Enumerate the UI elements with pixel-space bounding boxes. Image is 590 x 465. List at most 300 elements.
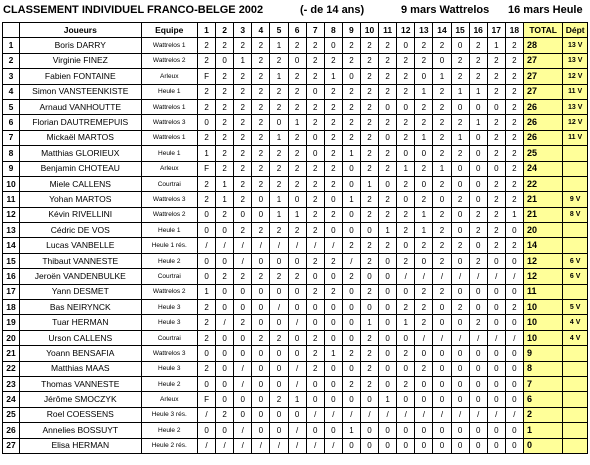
player-name: Jérôme SMOCZYK <box>20 392 141 407</box>
score-cell: 0 <box>342 392 360 407</box>
score-cell: 0 <box>505 423 523 438</box>
player-name: Yohan MARTOS <box>20 192 141 207</box>
score-cell: 0 <box>360 423 378 438</box>
rank-cell: 19 <box>3 315 20 330</box>
score-cell: 1 <box>451 130 469 145</box>
score-cell: 2 <box>360 330 378 345</box>
dept-cell <box>563 223 588 238</box>
score-cell: 2 <box>360 284 378 299</box>
score-cell: 0 <box>197 269 215 284</box>
score-cell: / <box>288 361 306 376</box>
score-cell: 0 <box>324 192 342 207</box>
score-cell: 0 <box>397 330 415 345</box>
score-cell: 0 <box>252 284 270 299</box>
score-cell: 2 <box>234 192 252 207</box>
total-cell: 24 <box>523 161 562 176</box>
score-cell: / <box>216 438 234 453</box>
table-row <box>3 130 588 145</box>
table-row <box>3 53 588 68</box>
score-cell: 2 <box>324 284 342 299</box>
score-cell: 0 <box>397 99 415 114</box>
round-8-header: 8 <box>324 23 342 38</box>
score-cell: 0 <box>197 207 215 222</box>
score-cell: 2 <box>288 146 306 161</box>
score-cell: 2 <box>216 269 234 284</box>
score-cell: 0 <box>415 176 433 191</box>
score-cell: 2 <box>270 84 288 99</box>
score-cell: 0 <box>324 423 342 438</box>
score-cell: 2 <box>234 176 252 191</box>
score-cell: 2 <box>487 192 505 207</box>
score-cell: 2 <box>505 146 523 161</box>
score-cell: 2 <box>505 53 523 68</box>
score-cell: 0 <box>342 223 360 238</box>
score-cell: 0 <box>451 223 469 238</box>
player-name: Florian DAUTREMEPUIS <box>20 115 141 130</box>
score-cell: 2 <box>469 315 487 330</box>
score-cell: 0 <box>324 300 342 315</box>
score-cell: 2 <box>234 84 252 99</box>
score-cell: 0 <box>451 99 469 114</box>
player-name: Fabien FONTAINE <box>20 69 141 84</box>
rank-cell: 14 <box>3 238 20 253</box>
round-6-header: 6 <box>288 23 306 38</box>
score-cell: 0 <box>306 146 324 161</box>
table-row <box>3 223 588 238</box>
score-cell: 2 <box>306 330 324 345</box>
score-cell: 0 <box>379 361 397 376</box>
score-cell: 2 <box>433 176 451 191</box>
score-cell: 2 <box>451 146 469 161</box>
score-cell: 0 <box>216 300 234 315</box>
team-name: Arleux <box>141 161 197 176</box>
score-cell: 0 <box>288 253 306 268</box>
score-cell: 2 <box>270 330 288 345</box>
score-cell: / <box>415 269 433 284</box>
total-cell: 21 <box>523 207 562 222</box>
score-cell: 2 <box>234 269 252 284</box>
score-cell: / <box>433 330 451 345</box>
score-cell: 0 <box>216 361 234 376</box>
score-cell: 0 <box>306 315 324 330</box>
score-cell: / <box>306 238 324 253</box>
score-cell: 2 <box>342 238 360 253</box>
score-cell: 2 <box>487 53 505 68</box>
score-cell: 2 <box>360 161 378 176</box>
score-cell: / <box>234 361 252 376</box>
score-cell: 2 <box>197 53 215 68</box>
score-cell: 0 <box>288 284 306 299</box>
score-cell: 1 <box>270 69 288 84</box>
score-cell: 0 <box>379 284 397 299</box>
score-cell: 0 <box>379 346 397 361</box>
score-cell: 0 <box>342 438 360 453</box>
score-cell: 2 <box>288 269 306 284</box>
score-cell: 0 <box>415 376 433 391</box>
score-cell: 2 <box>397 376 415 391</box>
score-cell: / <box>288 438 306 453</box>
table-row <box>3 176 588 191</box>
score-cell: 2 <box>433 284 451 299</box>
score-cell: / <box>324 238 342 253</box>
score-cell: 2 <box>288 69 306 84</box>
score-cell: 0 <box>433 300 451 315</box>
score-cell: 1 <box>469 84 487 99</box>
score-cell: 2 <box>451 69 469 84</box>
score-cell: 2 <box>288 130 306 145</box>
score-cell: 0 <box>324 315 342 330</box>
score-cell: 2 <box>306 361 324 376</box>
score-cell: 2 <box>234 38 252 53</box>
total-cell: 6 <box>523 392 562 407</box>
score-cell: / <box>469 330 487 345</box>
score-cell: 2 <box>216 84 234 99</box>
team-header: Equipe <box>141 23 197 38</box>
score-cell: 0 <box>397 392 415 407</box>
score-cell: 0 <box>306 300 324 315</box>
score-cell: / <box>342 253 360 268</box>
score-cell: 0 <box>216 423 234 438</box>
score-cell: 0 <box>270 423 288 438</box>
score-cell: 2 <box>487 207 505 222</box>
score-cell: 0 <box>469 161 487 176</box>
score-cell: 2 <box>397 346 415 361</box>
rank-cell: 27 <box>3 438 20 453</box>
score-cell: 2 <box>415 99 433 114</box>
player-name: Annelies BOSSUYT <box>20 423 141 438</box>
round-10-header: 10 <box>360 23 378 38</box>
score-cell: 0 <box>306 84 324 99</box>
table-row <box>3 284 588 299</box>
team-name: Courtrai <box>141 176 197 191</box>
round-4-header: 4 <box>252 23 270 38</box>
score-cell: 0 <box>487 438 505 453</box>
score-cell: 2 <box>433 238 451 253</box>
score-cell: 1 <box>270 130 288 145</box>
team-name: Wattrelos 3 <box>141 346 197 361</box>
rank-cell: 21 <box>3 346 20 361</box>
round-1-header: 1 <box>197 23 215 38</box>
score-cell: / <box>252 238 270 253</box>
score-cell: 2 <box>433 99 451 114</box>
score-cell: / <box>288 376 306 391</box>
score-cell: 1 <box>342 146 360 161</box>
score-cell: / <box>252 438 270 453</box>
score-cell: / <box>270 438 288 453</box>
score-cell: 0 <box>397 423 415 438</box>
score-cell: 0 <box>415 438 433 453</box>
score-cell: 0 <box>433 438 451 453</box>
score-cell: 2 <box>306 192 324 207</box>
score-cell: 0 <box>288 300 306 315</box>
score-cell: 0 <box>342 207 360 222</box>
score-cell: 2 <box>216 38 234 53</box>
table-row <box>3 161 588 176</box>
score-cell: 1 <box>270 207 288 222</box>
rank-cell: 16 <box>3 269 20 284</box>
score-cell: 2 <box>451 115 469 130</box>
score-cell: 1 <box>324 69 342 84</box>
score-cell: 0 <box>487 376 505 391</box>
round-1-label: 9 mars Wattrelos <box>401 4 490 16</box>
round-2-label: 16 mars Heule <box>508 4 583 16</box>
score-cell: 1 <box>342 423 360 438</box>
score-cell: 0 <box>288 346 306 361</box>
score-cell: 0 <box>306 130 324 145</box>
score-cell: 2 <box>360 146 378 161</box>
score-cell: 2 <box>505 84 523 99</box>
table-body <box>3 38 588 454</box>
total-cell: 14 <box>523 238 562 253</box>
dept-cell: 12 V <box>563 69 588 84</box>
score-cell: 2 <box>342 376 360 391</box>
score-cell: 0 <box>451 176 469 191</box>
score-cell: 2 <box>342 53 360 68</box>
team-name: Courtrai <box>141 269 197 284</box>
score-cell: 2 <box>197 361 215 376</box>
score-cell: 2 <box>487 176 505 191</box>
score-cell: 2 <box>379 38 397 53</box>
score-cell: 2 <box>360 346 378 361</box>
score-cell: 2 <box>360 376 378 391</box>
score-cell: 0 <box>487 346 505 361</box>
dept-cell: 4 V <box>563 315 588 330</box>
dept-cell <box>563 361 588 376</box>
score-cell: 2 <box>197 38 215 53</box>
score-cell: / <box>487 407 505 422</box>
score-cell: 0 <box>270 284 288 299</box>
round-7-header: 7 <box>306 23 324 38</box>
title-bar <box>0 0 590 22</box>
score-cell: 0 <box>397 238 415 253</box>
score-cell: / <box>397 407 415 422</box>
score-cell: 0 <box>469 361 487 376</box>
score-cell: 2 <box>234 130 252 145</box>
round-11-header: 11 <box>379 23 397 38</box>
team-name: Arleux <box>141 392 197 407</box>
score-cell: 0 <box>360 223 378 238</box>
round-17-header: 17 <box>487 23 505 38</box>
table-row <box>3 346 588 361</box>
score-cell: 2 <box>252 161 270 176</box>
score-cell: / <box>306 407 324 422</box>
score-cell: 2 <box>216 130 234 145</box>
score-cell: 2 <box>505 192 523 207</box>
score-cell: / <box>216 315 234 330</box>
rank-cell: 22 <box>3 361 20 376</box>
score-cell: 0 <box>415 392 433 407</box>
score-cell: 2 <box>234 315 252 330</box>
score-cell: 0 <box>433 53 451 68</box>
score-cell: 2 <box>324 253 342 268</box>
score-cell: 0 <box>397 284 415 299</box>
table-row <box>3 146 588 161</box>
score-cell: 2 <box>415 361 433 376</box>
score-cell: 0 <box>197 423 215 438</box>
score-cell: / <box>216 238 234 253</box>
score-cell: 2 <box>197 130 215 145</box>
score-cell: 2 <box>342 84 360 99</box>
score-cell: 2 <box>324 176 342 191</box>
score-cell: 0 <box>505 315 523 330</box>
player-name: Jeroën VANDENBULKE <box>20 269 141 284</box>
table-row <box>3 38 588 53</box>
score-cell: 0 <box>469 346 487 361</box>
rank-header <box>3 23 20 38</box>
player-name: Matthias GLORIEUX <box>20 146 141 161</box>
score-cell: 2 <box>433 146 451 161</box>
score-cell: 2 <box>505 300 523 315</box>
table-row <box>3 238 588 253</box>
score-cell: / <box>324 438 342 453</box>
score-cell: 0 <box>216 392 234 407</box>
score-cell: 2 <box>469 69 487 84</box>
score-cell: / <box>469 269 487 284</box>
score-cell: 2 <box>324 84 342 99</box>
dept-cell: 13 V <box>563 38 588 53</box>
dept-cell: 9 V <box>563 192 588 207</box>
score-cell: 2 <box>469 207 487 222</box>
score-cell: 0 <box>451 315 469 330</box>
score-cell: 1 <box>415 207 433 222</box>
score-cell: 2 <box>415 284 433 299</box>
dept-cell <box>563 392 588 407</box>
score-cell: 2 <box>216 146 234 161</box>
score-cell: 0 <box>234 207 252 222</box>
score-cell: 2 <box>342 99 360 114</box>
team-name: Wattrelos 2 <box>141 53 197 68</box>
player-name: Virginie FINEZ <box>20 53 141 68</box>
score-cell: 0 <box>469 284 487 299</box>
score-cell: 0 <box>379 423 397 438</box>
total-cell: 10 <box>523 330 562 345</box>
score-cell: 0 <box>342 315 360 330</box>
score-cell: 2 <box>379 161 397 176</box>
score-cell: 2 <box>487 115 505 130</box>
score-cell: / <box>487 330 505 345</box>
table-row <box>3 392 588 407</box>
score-cell: 2 <box>451 238 469 253</box>
player-name: Yann DESMET <box>20 284 141 299</box>
score-cell: 2 <box>197 315 215 330</box>
total-cell: 10 <box>523 300 562 315</box>
score-cell: 2 <box>415 38 433 53</box>
score-cell: 2 <box>487 84 505 99</box>
rank-cell: 20 <box>3 330 20 345</box>
round-18-header: 18 <box>505 23 523 38</box>
score-cell: 0 <box>469 99 487 114</box>
dept-cell <box>563 146 588 161</box>
score-cell: 2 <box>306 253 324 268</box>
score-cell: 0 <box>469 192 487 207</box>
score-cell: / <box>505 269 523 284</box>
score-cell: 2 <box>469 223 487 238</box>
score-cell: / <box>234 238 252 253</box>
score-cell: 2 <box>306 115 324 130</box>
round-16-header: 16 <box>469 23 487 38</box>
score-cell: 2 <box>360 192 378 207</box>
score-cell: / <box>397 269 415 284</box>
score-cell: 2 <box>397 84 415 99</box>
score-cell: 2 <box>306 38 324 53</box>
score-cell: 1 <box>360 315 378 330</box>
score-cell: 2 <box>288 223 306 238</box>
score-cell: 2 <box>197 192 215 207</box>
total-cell: 26 <box>523 99 562 114</box>
player-name: Thibaut VANNESTE <box>20 253 141 268</box>
round-9-header: 9 <box>342 23 360 38</box>
score-cell: / <box>451 407 469 422</box>
score-cell: / <box>306 438 324 453</box>
score-cell: 0 <box>324 223 342 238</box>
score-cell: 0 <box>451 438 469 453</box>
score-cell: 0 <box>451 253 469 268</box>
score-cell: 0 <box>415 146 433 161</box>
score-cell: 2 <box>415 238 433 253</box>
score-cell: 2 <box>379 192 397 207</box>
score-cell: 2 <box>324 161 342 176</box>
score-cell: 2 <box>397 223 415 238</box>
team-name: Heule 1 rés. <box>141 238 197 253</box>
score-cell: 2 <box>397 253 415 268</box>
total-cell: 20 <box>523 223 562 238</box>
table-row <box>3 192 588 207</box>
rank-cell: 2 <box>3 53 20 68</box>
score-cell: 0 <box>379 315 397 330</box>
table-row <box>3 84 588 99</box>
score-cell: 2 <box>469 38 487 53</box>
score-cell: 2 <box>487 130 505 145</box>
player-name: Kévin RIVELLINI <box>20 207 141 222</box>
score-cell: 2 <box>216 115 234 130</box>
score-cell: 0 <box>433 346 451 361</box>
round-5-header: 5 <box>270 23 288 38</box>
page-title: CLASSEMENT INDIVIDUEL FRANCO-BELGE 2002 <box>3 4 264 16</box>
score-cell: 2 <box>306 161 324 176</box>
score-cell: 0 <box>306 423 324 438</box>
score-cell: 2 <box>379 115 397 130</box>
score-cell: 1 <box>288 115 306 130</box>
score-cell: 2 <box>397 115 415 130</box>
table-row <box>3 99 588 114</box>
team-name: Heule 2 <box>141 253 197 268</box>
score-cell: 0 <box>216 346 234 361</box>
player-name: Arnaud VANHOUTTE <box>20 99 141 114</box>
rank-cell: 23 <box>3 376 20 391</box>
score-cell: 0 <box>487 253 505 268</box>
score-cell: 0 <box>451 38 469 53</box>
score-cell: 0 <box>415 69 433 84</box>
score-cell: 2 <box>360 361 378 376</box>
total-cell: 10 <box>523 315 562 330</box>
score-cell: 2 <box>415 53 433 68</box>
rank-cell: 18 <box>3 300 20 315</box>
total-cell: 12 <box>523 269 562 284</box>
score-cell: 0 <box>288 53 306 68</box>
score-cell: 0 <box>469 146 487 161</box>
score-cell: 0 <box>216 376 234 391</box>
score-cell: 0 <box>469 176 487 191</box>
score-cell: 1 <box>216 192 234 207</box>
score-cell: 2 <box>234 223 252 238</box>
score-cell: 1 <box>270 38 288 53</box>
score-cell: 2 <box>360 115 378 130</box>
score-cell: 0 <box>342 176 360 191</box>
score-cell: 0 <box>270 253 288 268</box>
team-name: Heule 1 <box>141 146 197 161</box>
score-cell: 2 <box>379 146 397 161</box>
score-cell: 2 <box>469 253 487 268</box>
